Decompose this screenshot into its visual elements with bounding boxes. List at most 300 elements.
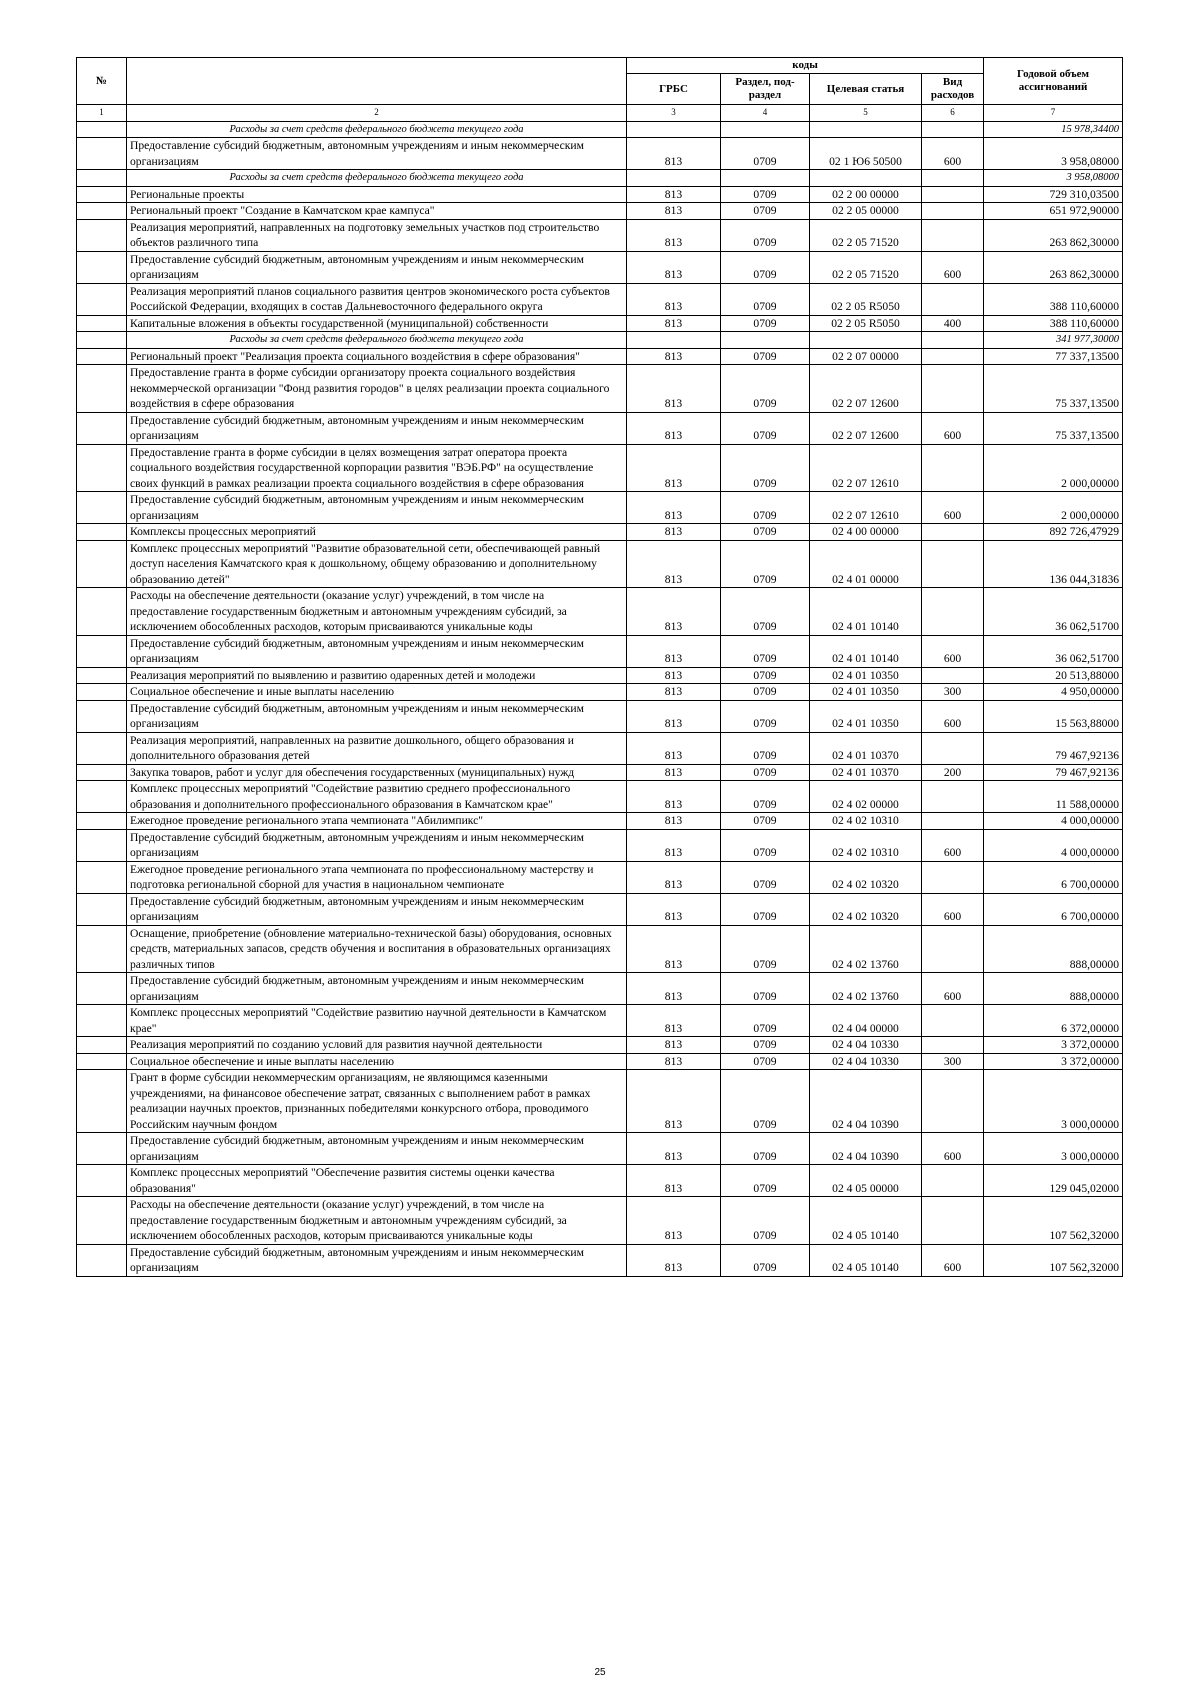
cell-razdel: 0709	[721, 1165, 810, 1197]
cell-grbs: 813	[627, 348, 721, 365]
cell-razdel: 0709	[721, 684, 810, 701]
table-row	[77, 1053, 1123, 1070]
cell-tselevaya: 02 4 01 10370	[810, 732, 922, 764]
cell-number	[77, 348, 127, 365]
cell-razdel: 0709	[721, 732, 810, 764]
cell-number	[77, 588, 127, 636]
cell-razdel: 0709	[721, 348, 810, 365]
cell-tselevaya: 02 4 05 10140	[810, 1244, 922, 1276]
table-row	[77, 365, 1123, 413]
cell-sum: 888,00000	[984, 925, 1123, 973]
cell-razdel: 0709	[721, 365, 810, 413]
cell-sum: 107 562,32000	[984, 1244, 1123, 1276]
cell-razdel: 0709	[721, 219, 810, 251]
cell-vid: 600	[922, 1133, 984, 1165]
cell-razdel: 0709	[721, 700, 810, 732]
cell-grbs: 813	[627, 283, 721, 315]
cell-name: Расходы на обеспечение деятельности (оказание услуг) учреждений, в том числе на предоставление государственным бюджетным и автономным учреждениям субсидий, за исключением обособленных расходов, которым присваиваются уникальные коды	[127, 1197, 627, 1245]
cell-vid: 600	[922, 829, 984, 861]
table-row	[77, 635, 1123, 667]
table-row	[77, 1070, 1123, 1133]
cell-sum: 15 563,88000	[984, 700, 1123, 732]
cell-vid	[922, 348, 984, 365]
cell-name: Комплекс процессных мероприятий "Содействие развитию научной деятельности в Камчатском крае"	[127, 1005, 627, 1037]
cell-sum: 79 467,92136	[984, 764, 1123, 781]
cell-name: Комплексы процессных мероприятий	[127, 524, 627, 541]
cell-number	[77, 635, 127, 667]
cell-vid	[922, 332, 984, 349]
cell-number	[77, 412, 127, 444]
col-index: 1	[77, 105, 127, 122]
cell-razdel: 0709	[721, 1005, 810, 1037]
cell-sum: 15 978,34400	[984, 121, 1123, 138]
cell-name: Расходы за счет средств федерального бюджета текущего года	[127, 332, 627, 349]
cell-vid	[922, 170, 984, 187]
table-row	[77, 186, 1123, 203]
cell-tselevaya: 02 4 02 10320	[810, 893, 922, 925]
cell-number	[77, 861, 127, 893]
cell-vid: 600	[922, 138, 984, 170]
cell-vid: 600	[922, 492, 984, 524]
cell-name: Оснащение, приобретение (обновление материально-технической базы) оборудования, основных средств, материальных запасов, средств обучения и воспитания в образовательных организациях различных типов	[127, 925, 627, 973]
cell-razdel: 0709	[721, 283, 810, 315]
cell-grbs: 813	[627, 813, 721, 830]
cell-razdel: 0709	[721, 1244, 810, 1276]
cell-number	[77, 1133, 127, 1165]
cell-tselevaya	[810, 121, 922, 138]
cell-grbs: 813	[627, 219, 721, 251]
budget-table	[76, 57, 1123, 1277]
cell-number	[77, 1244, 127, 1276]
col-index: 2	[127, 105, 627, 122]
cell-number	[77, 283, 127, 315]
cell-sum: 6 700,00000	[984, 861, 1123, 893]
cell-vid	[922, 1070, 984, 1133]
cell-number	[77, 186, 127, 203]
table-row	[77, 283, 1123, 315]
cell-razdel: 0709	[721, 925, 810, 973]
cell-name: Реализация мероприятий, направленных на подготовку земельных участков под строительство объектов различного типа	[127, 219, 627, 251]
cell-name: Реализация мероприятий по созданию условий для развития научной деятельности	[127, 1037, 627, 1054]
cell-number	[77, 315, 127, 332]
cell-name: Предоставление субсидий бюджетным, автономным учреждениям и иным некоммерческим организациям	[127, 138, 627, 170]
cell-name: Предоставление субсидий бюджетным, автономным учреждениям и иным некоммерческим организациям	[127, 973, 627, 1005]
table-row	[77, 732, 1123, 764]
cell-tselevaya: 02 2 00 00000	[810, 186, 922, 203]
cell-number	[77, 332, 127, 349]
cell-number	[77, 444, 127, 492]
table-row	[77, 781, 1123, 813]
cell-razdel	[721, 121, 810, 138]
cell-sum: 341 977,30000	[984, 332, 1123, 349]
cell-sum: 2 000,00000	[984, 444, 1123, 492]
header-number: №	[77, 58, 127, 105]
cell-grbs: 813	[627, 1165, 721, 1197]
header-name	[127, 58, 627, 105]
cell-number	[77, 667, 127, 684]
cell-name: Региональные проекты	[127, 186, 627, 203]
cell-vid	[922, 861, 984, 893]
cell-grbs: 813	[627, 588, 721, 636]
cell-vid	[922, 925, 984, 973]
cell-vid: 300	[922, 684, 984, 701]
table-row	[77, 973, 1123, 1005]
cell-name: Региональный проект "Реализация проекта социального воздействия в сфере образования"	[127, 348, 627, 365]
cell-grbs: 813	[627, 764, 721, 781]
table-body	[77, 121, 1123, 1276]
cell-tselevaya: 02 4 02 00000	[810, 781, 922, 813]
cell-number	[77, 524, 127, 541]
cell-number	[77, 973, 127, 1005]
cell-razdel: 0709	[721, 1133, 810, 1165]
cell-number	[77, 732, 127, 764]
cell-sum: 388 110,60000	[984, 283, 1123, 315]
cell-name: Социальное обеспечение и иные выплаты населению	[127, 684, 627, 701]
cell-vid: 600	[922, 251, 984, 283]
cell-razdel: 0709	[721, 635, 810, 667]
cell-number	[77, 764, 127, 781]
cell-tselevaya: 02 2 05 R5050	[810, 283, 922, 315]
cell-tselevaya: 02 2 05 71520	[810, 251, 922, 283]
col-index: 5	[810, 105, 922, 122]
cell-vid: 600	[922, 1244, 984, 1276]
cell-razdel: 0709	[721, 813, 810, 830]
cell-razdel: 0709	[721, 1197, 810, 1245]
cell-vid	[922, 732, 984, 764]
cell-sum: 3 958,08000	[984, 138, 1123, 170]
cell-grbs: 813	[627, 315, 721, 332]
cell-vid	[922, 588, 984, 636]
cell-razdel: 0709	[721, 1070, 810, 1133]
cell-razdel: 0709	[721, 781, 810, 813]
cell-grbs: 813	[627, 684, 721, 701]
cell-vid	[922, 1165, 984, 1197]
cell-tselevaya: 02 4 00 00000	[810, 524, 922, 541]
cell-vid: 200	[922, 764, 984, 781]
table-row	[77, 813, 1123, 830]
cell-sum: 263 862,30000	[984, 219, 1123, 251]
cell-grbs: 813	[627, 251, 721, 283]
cell-name: Грант в форме субсидии некоммерческим организациям, не являющимся казенными учреждениями, на финансовое обеспечение затрат, связанных с выполнением работ в рамках реализации научных проектов, признанных победителями конкурсного отбора, проводимого Российским научным фондом	[127, 1070, 627, 1133]
col-index: 4	[721, 105, 810, 122]
cell-vid	[922, 121, 984, 138]
cell-sum: 892 726,47929	[984, 524, 1123, 541]
cell-sum: 263 862,30000	[984, 251, 1123, 283]
cell-grbs: 813	[627, 861, 721, 893]
cell-tselevaya	[810, 170, 922, 187]
table-row	[77, 492, 1123, 524]
cell-number	[77, 1070, 127, 1133]
cell-sum: 36 062,51700	[984, 588, 1123, 636]
cell-grbs: 813	[627, 700, 721, 732]
cell-sum: 75 337,13500	[984, 365, 1123, 413]
cell-grbs	[627, 332, 721, 349]
cell-number	[77, 203, 127, 220]
cell-tselevaya: 02 4 01 10350	[810, 684, 922, 701]
cell-vid	[922, 283, 984, 315]
table-row	[77, 1133, 1123, 1165]
cell-grbs: 813	[627, 925, 721, 973]
table-row	[77, 1197, 1123, 1245]
table-row	[77, 700, 1123, 732]
cell-razdel: 0709	[721, 315, 810, 332]
cell-tselevaya	[810, 332, 922, 349]
cell-sum: 729 310,03500	[984, 186, 1123, 203]
table-row	[77, 667, 1123, 684]
cell-grbs: 813	[627, 444, 721, 492]
cell-name: Предоставление гранта в форме субсидии в целях возмещения затрат оператора проекта социального воздействия государственной корпорации развития "ВЭБ.РФ" на осуществление своих функций в рамках реализации проекта социального воздействия в сфере образования	[127, 444, 627, 492]
cell-sum: 3 000,00000	[984, 1070, 1123, 1133]
table-row	[77, 524, 1123, 541]
cell-vid	[922, 667, 984, 684]
cell-razdel: 0709	[721, 203, 810, 220]
cell-razdel: 0709	[721, 1037, 810, 1054]
cell-vid: 600	[922, 412, 984, 444]
cell-grbs: 813	[627, 781, 721, 813]
cell-number	[77, 540, 127, 588]
cell-number	[77, 170, 127, 187]
cell-tselevaya: 02 4 04 00000	[810, 1005, 922, 1037]
cell-name: Комплекс процессных мероприятий "Содействие развитию среднего профессионального образования и дополнительного профессионального образования в Камчатском крае"	[127, 781, 627, 813]
cell-name: Предоставление субсидий бюджетным, автономным учреждениям и иным некоммерческим организациям	[127, 492, 627, 524]
table-row	[77, 1037, 1123, 1054]
cell-name: Расходы на обеспечение деятельности (оказание услуг) учреждений, в том числе на предоставление государственным бюджетным и автономным учреждениям субсидий, за исключением обособленных расходов, которым присваиваются уникальные коды	[127, 588, 627, 636]
header-razdel: Раздел, под-раздел	[721, 74, 810, 105]
cell-razdel: 0709	[721, 251, 810, 283]
cell-name: Реализация мероприятий, направленных на развитие дошкольного, общего образования и дополнительного образования детей	[127, 732, 627, 764]
cell-sum: 651 972,90000	[984, 203, 1123, 220]
cell-tselevaya: 02 4 02 10310	[810, 813, 922, 830]
cell-sum: 888,00000	[984, 973, 1123, 1005]
cell-number	[77, 925, 127, 973]
cell-razdel: 0709	[721, 412, 810, 444]
cell-razdel: 0709	[721, 492, 810, 524]
cell-vid	[922, 444, 984, 492]
cell-razdel: 0709	[721, 1053, 810, 1070]
cell-tselevaya: 02 4 04 10330	[810, 1053, 922, 1070]
cell-grbs: 813	[627, 186, 721, 203]
federal-budget-row	[77, 332, 1123, 349]
cell-number	[77, 1165, 127, 1197]
cell-vid: 600	[922, 973, 984, 1005]
table-row	[77, 1005, 1123, 1037]
cell-sum: 3 372,00000	[984, 1053, 1123, 1070]
table-row	[77, 540, 1123, 588]
cell-vid: 600	[922, 893, 984, 925]
table-row	[77, 219, 1123, 251]
cell-vid	[922, 781, 984, 813]
cell-tselevaya: 02 4 02 13760	[810, 973, 922, 1005]
cell-vid	[922, 186, 984, 203]
cell-vid	[922, 540, 984, 588]
cell-number	[77, 813, 127, 830]
cell-number	[77, 138, 127, 170]
table-row	[77, 348, 1123, 365]
cell-sum: 6 372,00000	[984, 1005, 1123, 1037]
cell-vid	[922, 203, 984, 220]
cell-grbs: 813	[627, 1070, 721, 1133]
federal-budget-row	[77, 121, 1123, 138]
cell-tselevaya: 02 2 07 00000	[810, 348, 922, 365]
cell-grbs: 813	[627, 1133, 721, 1165]
cell-grbs: 813	[627, 1005, 721, 1037]
cell-vid	[922, 813, 984, 830]
cell-number	[77, 829, 127, 861]
cell-sum: 388 110,60000	[984, 315, 1123, 332]
table-row	[77, 829, 1123, 861]
cell-number	[77, 1053, 127, 1070]
cell-name: Капитальные вложения в объекты государственной (муниципальной) собственности	[127, 315, 627, 332]
cell-tselevaya: 02 2 07 12610	[810, 492, 922, 524]
cell-sum: 2 000,00000	[984, 492, 1123, 524]
cell-tselevaya: 02 4 04 10390	[810, 1070, 922, 1133]
cell-number	[77, 121, 127, 138]
table-row	[77, 925, 1123, 973]
cell-razdel: 0709	[721, 893, 810, 925]
cell-name: Расходы за счет средств федерального бюджета текущего года	[127, 170, 627, 187]
cell-tselevaya: 02 4 01 10370	[810, 764, 922, 781]
cell-tselevaya: 02 2 07 12610	[810, 444, 922, 492]
cell-tselevaya: 02 4 01 10350	[810, 667, 922, 684]
header-grbs: ГРБС	[627, 74, 721, 105]
cell-razdel: 0709	[721, 540, 810, 588]
cell-razdel	[721, 170, 810, 187]
cell-sum: 4 000,00000	[984, 813, 1123, 830]
cell-sum: 20 513,88000	[984, 667, 1123, 684]
header-volume: Годовой объем ассигнований	[984, 58, 1123, 105]
page-number: 25	[594, 1667, 606, 1678]
cell-name: Комплекс процессных мероприятий "Развитие образовательной сети, обеспечивающей равный доступ населения Камчатского края к дошкольному, общему образованию и дополнительному образованию детей"	[127, 540, 627, 588]
cell-name: Социальное обеспечение и иные выплаты населению	[127, 1053, 627, 1070]
cell-grbs: 813	[627, 138, 721, 170]
header-codes: коды	[627, 58, 984, 74]
cell-razdel: 0709	[721, 973, 810, 1005]
table-row	[77, 861, 1123, 893]
cell-sum: 36 062,51700	[984, 635, 1123, 667]
cell-sum: 136 044,31836	[984, 540, 1123, 588]
cell-razdel: 0709	[721, 829, 810, 861]
col-index: 6	[922, 105, 984, 122]
table-row	[77, 203, 1123, 220]
cell-tselevaya: 02 4 02 10310	[810, 829, 922, 861]
col-index: 3	[627, 105, 721, 122]
cell-sum: 75 337,13500	[984, 412, 1123, 444]
cell-sum: 6 700,00000	[984, 893, 1123, 925]
cell-tselevaya: 02 2 07 12600	[810, 412, 922, 444]
table-row	[77, 315, 1123, 332]
cell-name: Региональный проект "Создание в Камчатском крае кампуса"	[127, 203, 627, 220]
cell-razdel: 0709	[721, 524, 810, 541]
cell-grbs: 813	[627, 1197, 721, 1245]
cell-name: Реализация мероприятий планов социального развития центров экономического роста субъектов Российской Федерации, входящих в состав Дальневосточного федерального округа	[127, 283, 627, 315]
table-row	[77, 412, 1123, 444]
cell-tselevaya: 02 2 05 71520	[810, 219, 922, 251]
cell-vid: 600	[922, 635, 984, 667]
cell-number	[77, 893, 127, 925]
cell-number	[77, 492, 127, 524]
cell-number	[77, 781, 127, 813]
cell-number	[77, 365, 127, 413]
cell-grbs	[627, 121, 721, 138]
table-row	[77, 588, 1123, 636]
cell-razdel: 0709	[721, 138, 810, 170]
cell-grbs: 813	[627, 893, 721, 925]
cell-number	[77, 219, 127, 251]
table-row	[77, 1165, 1123, 1197]
cell-razdel: 0709	[721, 764, 810, 781]
table-row	[77, 251, 1123, 283]
cell-sum: 4 000,00000	[984, 829, 1123, 861]
cell-grbs: 813	[627, 492, 721, 524]
cell-vid: 400	[922, 315, 984, 332]
cell-grbs: 813	[627, 524, 721, 541]
table-row	[77, 1244, 1123, 1276]
cell-tselevaya: 02 4 01 10140	[810, 588, 922, 636]
cell-grbs: 813	[627, 365, 721, 413]
federal-budget-row	[77, 170, 1123, 187]
cell-number	[77, 684, 127, 701]
cell-name: Ежегодное проведение регионального этапа чемпионата по профессиональному мастерству и подготовка региональной сборной для участия в национальном чемпионате	[127, 861, 627, 893]
cell-razdel: 0709	[721, 861, 810, 893]
cell-number	[77, 1037, 127, 1054]
cell-razdel: 0709	[721, 667, 810, 684]
cell-name: Предоставление субсидий бюджетным, автономным учреждениям и иным некоммерческим организациям	[127, 1133, 627, 1165]
cell-tselevaya: 02 4 01 10350	[810, 700, 922, 732]
cell-vid	[922, 1197, 984, 1245]
cell-name: Расходы за счет средств федерального бюджета текущего года	[127, 121, 627, 138]
cell-vid	[922, 1005, 984, 1037]
cell-number	[77, 700, 127, 732]
cell-grbs: 813	[627, 732, 721, 764]
cell-grbs	[627, 170, 721, 187]
cell-sum: 79 467,92136	[984, 732, 1123, 764]
cell-sum: 129 045,02000	[984, 1165, 1123, 1197]
cell-grbs: 813	[627, 1244, 721, 1276]
cell-vid	[922, 365, 984, 413]
table-row	[77, 684, 1123, 701]
cell-grbs: 813	[627, 635, 721, 667]
cell-tselevaya: 02 4 01 00000	[810, 540, 922, 588]
cell-grbs: 813	[627, 1053, 721, 1070]
cell-grbs: 813	[627, 540, 721, 588]
cell-name: Предоставление субсидий бюджетным, автономным учреждениям и иным некоммерческим организациям	[127, 635, 627, 667]
cell-number	[77, 251, 127, 283]
cell-sum: 3 372,00000	[984, 1037, 1123, 1054]
cell-sum: 3 000,00000	[984, 1133, 1123, 1165]
col-index: 7	[984, 105, 1123, 122]
cell-vid: 300	[922, 1053, 984, 1070]
cell-name: Предоставление субсидий бюджетным, автономным учреждениям и иным некоммерческим организациям	[127, 1244, 627, 1276]
cell-sum: 3 958,08000	[984, 170, 1123, 187]
cell-sum: 4 950,00000	[984, 684, 1123, 701]
cell-name: Комплекс процессных мероприятий "Обеспечение развития системы оценки качества образования"	[127, 1165, 627, 1197]
cell-tselevaya: 02 4 05 10140	[810, 1197, 922, 1245]
cell-name: Ежегодное проведение регионального этапа чемпионата "Абилимпикс"	[127, 813, 627, 830]
cell-tselevaya: 02 4 01 10140	[810, 635, 922, 667]
cell-grbs: 813	[627, 203, 721, 220]
cell-razdel: 0709	[721, 588, 810, 636]
cell-razdel: 0709	[721, 444, 810, 492]
table-row	[77, 893, 1123, 925]
cell-name: Закупка товаров, работ и услуг для обеспечения государственных (муниципальных) нужд	[127, 764, 627, 781]
cell-name: Предоставление субсидий бюджетным, автономным учреждениям и иным некоммерческим организациям	[127, 412, 627, 444]
cell-tselevaya: 02 4 02 13760	[810, 925, 922, 973]
cell-name: Предоставление субсидий бюджетным, автономным учреждениям и иным некоммерческим организациям	[127, 829, 627, 861]
cell-tselevaya: 02 1 Ю6 50500	[810, 138, 922, 170]
cell-number	[77, 1197, 127, 1245]
cell-name: Предоставление гранта в форме субсидии организатору проекта социального воздействия некоммерческой организации "Фонд развития городов" в целях реализации проекта социального воздействия в сфере образования	[127, 365, 627, 413]
cell-name: Предоставление субсидий бюджетным, автономным учреждениям и иным некоммерческим организациям	[127, 251, 627, 283]
